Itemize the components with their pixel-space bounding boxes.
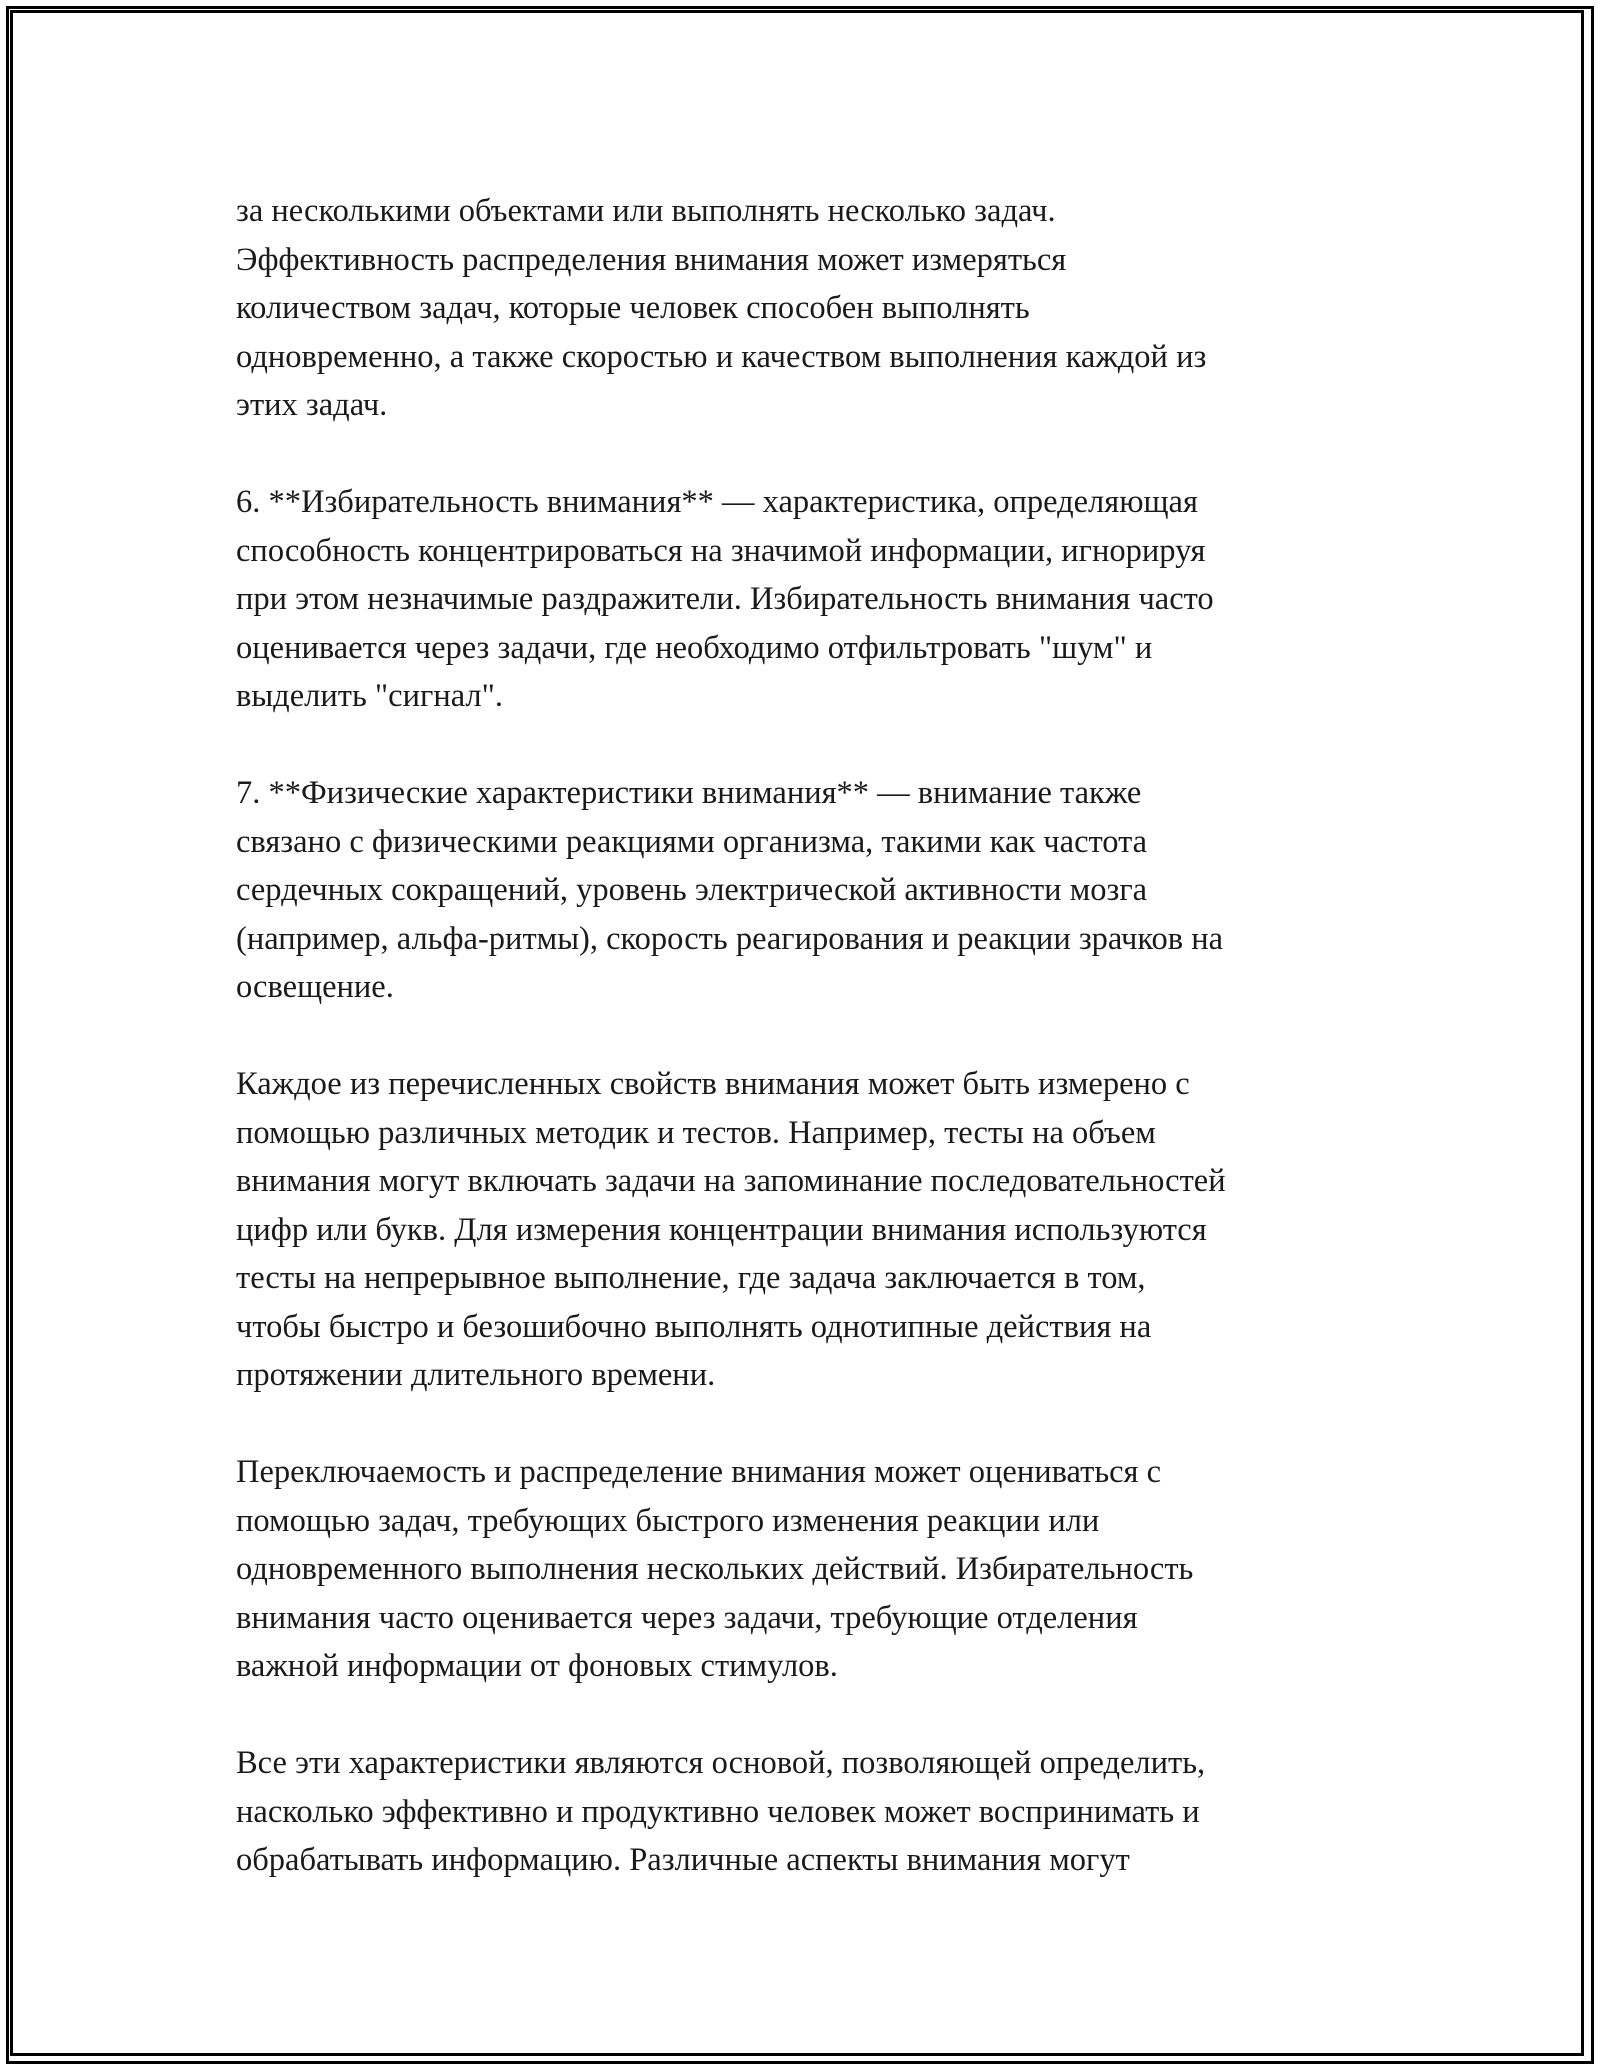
text-line: количеством задач, которые человек способен выполнять: [236, 290, 1030, 326]
text-line: связано с физическими реакциями организма, такими как частота: [236, 823, 1148, 860]
paragraph-item-7-physical: [236, 769, 1366, 1012]
text-line: сердечных сокращений, уровень электрической активности мозга: [236, 872, 1148, 908]
paragraph-distribution-continued: [236, 187, 1366, 430]
text-line: оценивается через задачи, где необходимо отфильтровать "шум" и: [236, 629, 1153, 666]
text-line: Эффективность распределения внимания может измеряться: [236, 241, 1067, 278]
text-line: выделить "сигнал".: [236, 678, 504, 714]
text-line: Переключаемость и распределение внимания может оцениваться с: [236, 1454, 1162, 1490]
text-line: (например, альфа-ритмы), скорость реагирования и реакции зрачков на: [236, 920, 1224, 957]
paragraph-conclusion: [236, 1739, 1366, 1885]
text-line: помощью задач, требующих быстрого изменения реакции или: [236, 1502, 1100, 1539]
text-line: тесты на непрерывное выполнение, где задача заключается в том,: [236, 1260, 1146, 1296]
paragraph-switching-distribution: [236, 1448, 1366, 1691]
text-line: за несколькими объектами или выполнять несколько задач.: [236, 193, 1056, 229]
text-line: этих задач.: [236, 387, 388, 423]
text-line: чтобы быстро и безошибочно выполнять однотипные действия на: [236, 1308, 1152, 1345]
document-body: [236, 187, 1366, 1885]
text-line: важной информации от фоновых стимулов.: [236, 1648, 838, 1684]
text-line: 6. **Избирательность внимания** — характеристика, определяющая: [236, 484, 1198, 520]
text-line: способность концентрироваться на значимой информации, игнорируя: [236, 532, 1206, 569]
paragraph-measurement-methods: [236, 1060, 1366, 1400]
text-line: цифр или букв. Для измерения концентрации внимания используются: [236, 1211, 1207, 1248]
text-line: при этом незначимые раздражители. Избирательность внимания часто: [236, 581, 1214, 617]
text-line: освещение.: [236, 969, 394, 1005]
text-line: обрабатывать информацию. Различные аспекты внимания могут: [236, 1842, 1130, 1878]
text-line: внимания часто оценивается через задачи, требующие отделения: [236, 1599, 1138, 1636]
text-line: одновременно, а также скоростью и качеством выполнения каждой из: [236, 338, 1207, 375]
paragraph-item-6-selectivity: [236, 478, 1366, 721]
text-line: Каждое из перечисленных свойств внимания может быть измерено с: [236, 1066, 1190, 1102]
text-line: Все эти характеристики являются основой, позволяющей определить,: [236, 1745, 1206, 1781]
text-line: 7. **Физические характеристики внимания** — внимание также: [236, 775, 1142, 811]
text-line: одновременного выполнения нескольких действий. Избирательность: [236, 1551, 1194, 1587]
text-line: внимания могут включать задачи на запоминание последовательностей: [236, 1163, 1226, 1199]
text-line: насколько эффективно и продуктивно человек может воспринимать и: [236, 1793, 1200, 1830]
text-line: протяжении длительного времени.: [236, 1357, 716, 1393]
text-line: помощью различных методик и тестов. Например, тесты на объем: [236, 1114, 1156, 1151]
